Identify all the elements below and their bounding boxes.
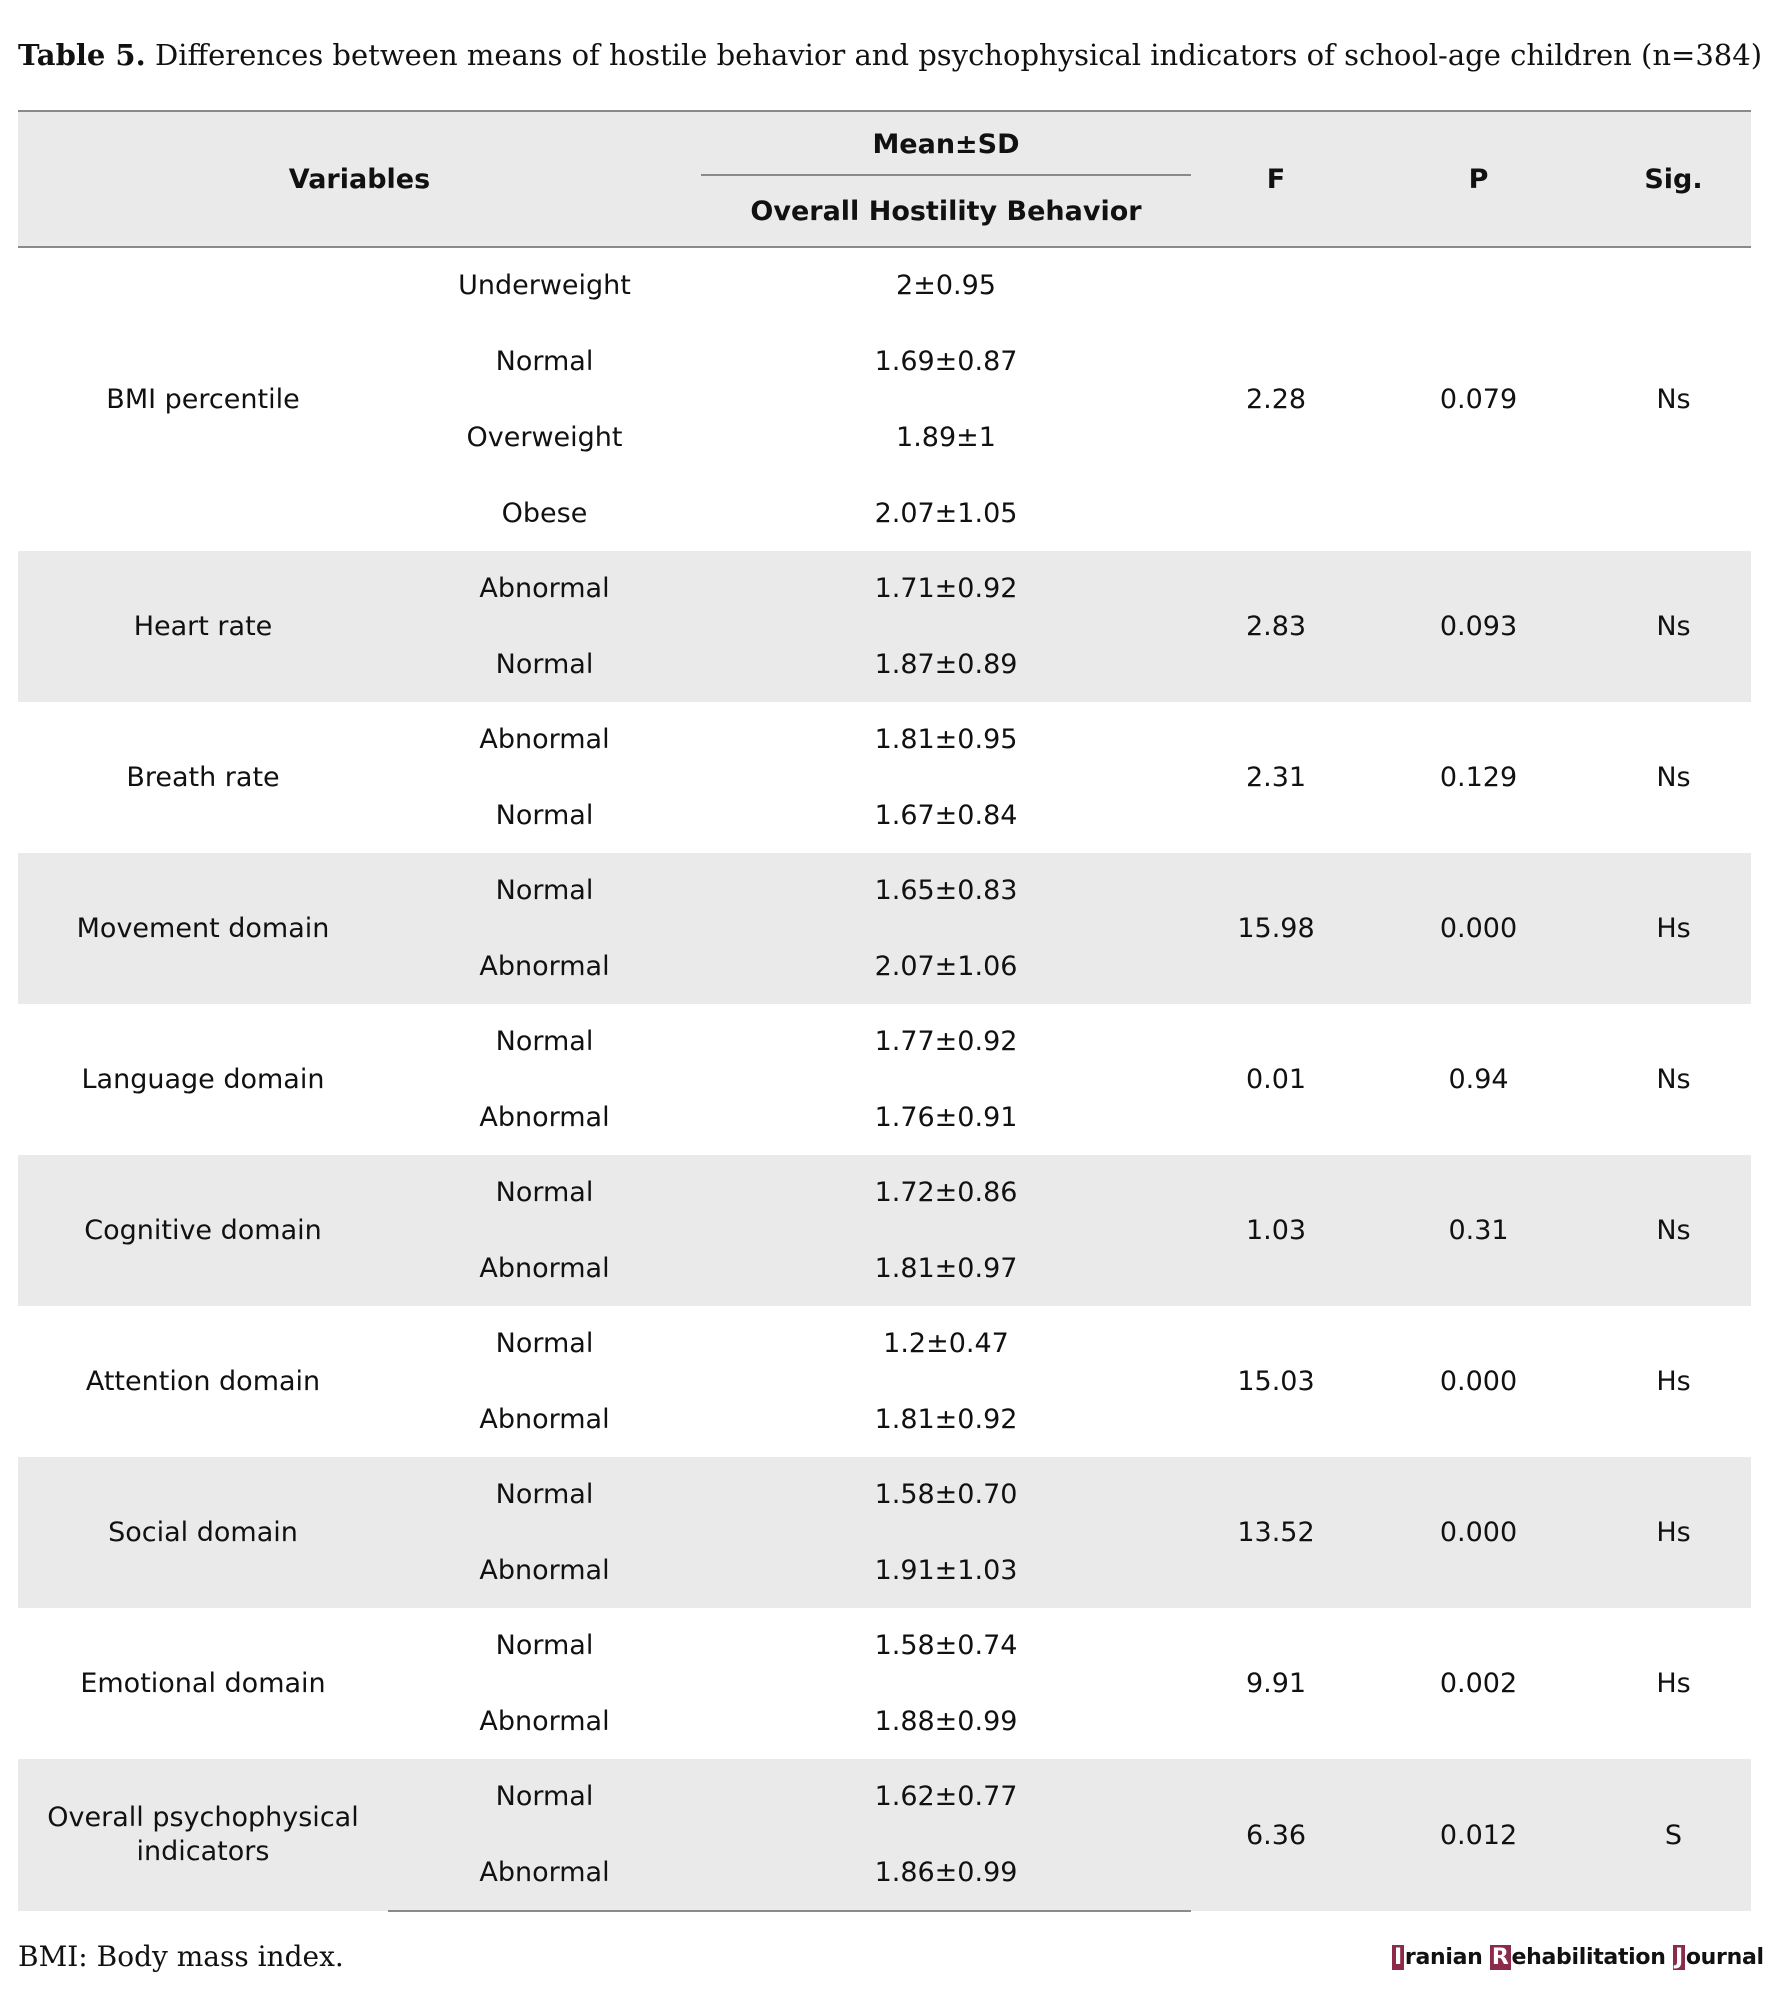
table-row <box>18 1457 1751 1532</box>
level-cell: Normal <box>388 1457 701 1532</box>
level-cell: Obese <box>501 497 588 529</box>
table-row <box>18 1759 1751 1834</box>
variable-name: Emotional domain <box>80 1667 326 1699</box>
p-value-cell: 0.31 <box>1361 1155 1596 1306</box>
mean-sd-cell: 1.2±0.47 <box>883 1328 1009 1359</box>
table-header <box>18 111 1751 247</box>
mean-sd-cell: 1.81±0.97 <box>701 1230 1191 1306</box>
journal-logo <box>1392 1945 1764 1970</box>
table-row <box>18 702 1751 777</box>
level-cell: Abnormal <box>388 551 701 626</box>
mean-sd-cell: 2.07±1.05 <box>874 497 1018 529</box>
results-table <box>18 110 1751 1912</box>
table-row <box>18 1004 1751 1079</box>
variable-name: Social domain <box>18 1457 388 1608</box>
header-f: F <box>1191 111 1361 247</box>
level-cell: Normal <box>388 1759 701 1834</box>
table-row <box>18 853 1751 928</box>
header-variables: Variables <box>18 111 701 247</box>
table-row <box>18 1608 1751 1683</box>
header-p: P <box>1361 111 1596 247</box>
f-value-cell: 2.31 <box>1245 762 1307 793</box>
p-value-cell: 0.012 <box>1361 1759 1596 1911</box>
p-value-cell: 0.002 <box>1439 1668 1518 1699</box>
level-cell: Normal <box>388 853 701 928</box>
mean-sd-cell: 1.77±0.92 <box>874 1026 1018 1057</box>
sig-cell: Hs <box>1656 1668 1691 1699</box>
journal-initial: R <box>1491 1945 1509 1970</box>
variable-name: Overall psychophysical indicators <box>18 1759 388 1911</box>
mean-sd-cell: 1.76±0.91 <box>874 1101 1018 1133</box>
mean-sd-cell: 1.65±0.83 <box>701 853 1191 928</box>
table-row <box>18 1306 1751 1381</box>
caption-text: Differences between means of hostile behavior and psychophysical indicators of school-age children (n=384) <box>154 38 1763 72</box>
table-row <box>18 247 1751 323</box>
level-cell: Underweight <box>458 270 631 301</box>
journal-initial: J <box>1674 1945 1683 1970</box>
level-cell: Abnormal <box>479 1403 610 1435</box>
sig-cell: Ns <box>1656 1064 1691 1095</box>
mean-sd-cell: 1.91±1.03 <box>701 1532 1191 1608</box>
f-value-cell: 2.83 <box>1191 551 1361 702</box>
header-sig: Sig. <box>1596 111 1751 247</box>
mean-sd-cell: 1.72±0.86 <box>701 1155 1191 1230</box>
mean-sd-cell: 1.81±0.95 <box>874 724 1018 755</box>
variable-name: Breath rate <box>126 761 280 793</box>
level-cell: Abnormal <box>388 928 701 1004</box>
mean-sd-cell: 1.58±0.70 <box>701 1457 1191 1532</box>
sig-cell: Hs <box>1596 1457 1751 1608</box>
variable-name: Movement domain <box>18 853 388 1004</box>
level-cell: Abnormal <box>479 1705 610 1737</box>
level-cell: Abnormal <box>479 724 610 755</box>
p-value-cell: 0.000 <box>1361 1457 1596 1608</box>
f-value-cell: 2.28 <box>1245 384 1307 415</box>
sig-cell: Ns <box>1656 384 1691 415</box>
sig-cell: Ns <box>1596 551 1751 702</box>
journal-word: ranian <box>1404 1945 1490 1970</box>
mean-sd-cell: 1.67±0.84 <box>874 799 1018 831</box>
p-value-cell: 0.94 <box>1448 1064 1509 1095</box>
variable-name: Heart rate <box>18 551 388 702</box>
f-value-cell: 6.36 <box>1191 1759 1361 1911</box>
journal-word: ournal <box>1685 1945 1764 1970</box>
level-cell: Normal <box>388 626 701 702</box>
variable-name: BMI percentile <box>106 383 300 415</box>
table-row <box>18 1155 1751 1230</box>
journal-word: ehabilitation <box>1511 1945 1673 1970</box>
header-overall-hostility: Overall Hostility Behavior <box>701 176 1191 247</box>
table-row <box>18 551 1751 626</box>
mean-sd-cell: 1.88±0.99 <box>874 1705 1018 1737</box>
level-cell: Normal <box>495 1328 594 1359</box>
level-cell: Abnormal <box>388 1834 701 1911</box>
table-caption <box>18 38 1763 72</box>
mean-sd-cell: 1.81±0.92 <box>874 1403 1018 1435</box>
caption-label: Table 5. <box>18 38 146 72</box>
level-cell: Normal <box>495 799 594 831</box>
level-cell: Abnormal <box>388 1230 701 1306</box>
f-value-cell: 15.98 <box>1191 853 1361 1004</box>
table-body <box>18 247 1751 1911</box>
journal-initial: I <box>1394 1945 1402 1970</box>
p-value-cell: 0.000 <box>1439 1366 1518 1397</box>
f-value-cell: 0.01 <box>1245 1064 1307 1095</box>
level-cell: Normal <box>495 1026 594 1057</box>
level-cell: Normal <box>495 1630 594 1661</box>
level-cell: Abnormal <box>388 1532 701 1608</box>
mean-sd-cell: 1.62±0.77 <box>701 1759 1191 1834</box>
level-cell: Normal <box>495 345 594 377</box>
sig-cell: Ns <box>1656 762 1691 793</box>
p-value-cell: 0.093 <box>1361 551 1596 702</box>
p-value-cell: 0.000 <box>1361 853 1596 1004</box>
mean-sd-cell: 2±0.95 <box>896 270 996 301</box>
header-mean-sd: Mean±SD <box>701 111 1191 176</box>
p-value-cell: 0.129 <box>1439 762 1518 793</box>
variable-name: Cognitive domain <box>18 1155 388 1306</box>
mean-sd-cell: 1.89±1 <box>896 421 996 453</box>
sig-cell: Hs <box>1656 1366 1691 1397</box>
f-value-cell: 15.03 <box>1237 1366 1315 1397</box>
mean-sd-cell: 1.71±0.92 <box>701 551 1191 626</box>
f-value-cell: 13.52 <box>1191 1457 1361 1608</box>
mean-sd-cell: 1.87±0.89 <box>701 626 1191 702</box>
sig-cell: Ns <box>1596 1155 1751 1306</box>
mean-sd-cell: 1.69±0.87 <box>874 345 1018 377</box>
level-cell: Overweight <box>466 421 623 453</box>
f-value-cell: 1.03 <box>1191 1155 1361 1306</box>
variable-name: Language domain <box>81 1063 325 1095</box>
footnote: BMI: Body mass index. <box>18 1940 344 1973</box>
mean-sd-cell: 1.86±0.99 <box>701 1834 1191 1911</box>
sig-cell: S <box>1596 1759 1751 1911</box>
variable-name: Attention domain <box>85 1365 321 1397</box>
f-value-cell: 9.91 <box>1245 1668 1307 1699</box>
mean-sd-cell: 1.58±0.74 <box>874 1630 1018 1661</box>
level-cell: Normal <box>388 1155 701 1230</box>
p-value-cell: 0.079 <box>1439 384 1518 415</box>
mean-sd-cell: 2.07±1.06 <box>701 928 1191 1004</box>
level-cell: Abnormal <box>479 1101 610 1133</box>
sig-cell: Hs <box>1596 853 1751 1004</box>
